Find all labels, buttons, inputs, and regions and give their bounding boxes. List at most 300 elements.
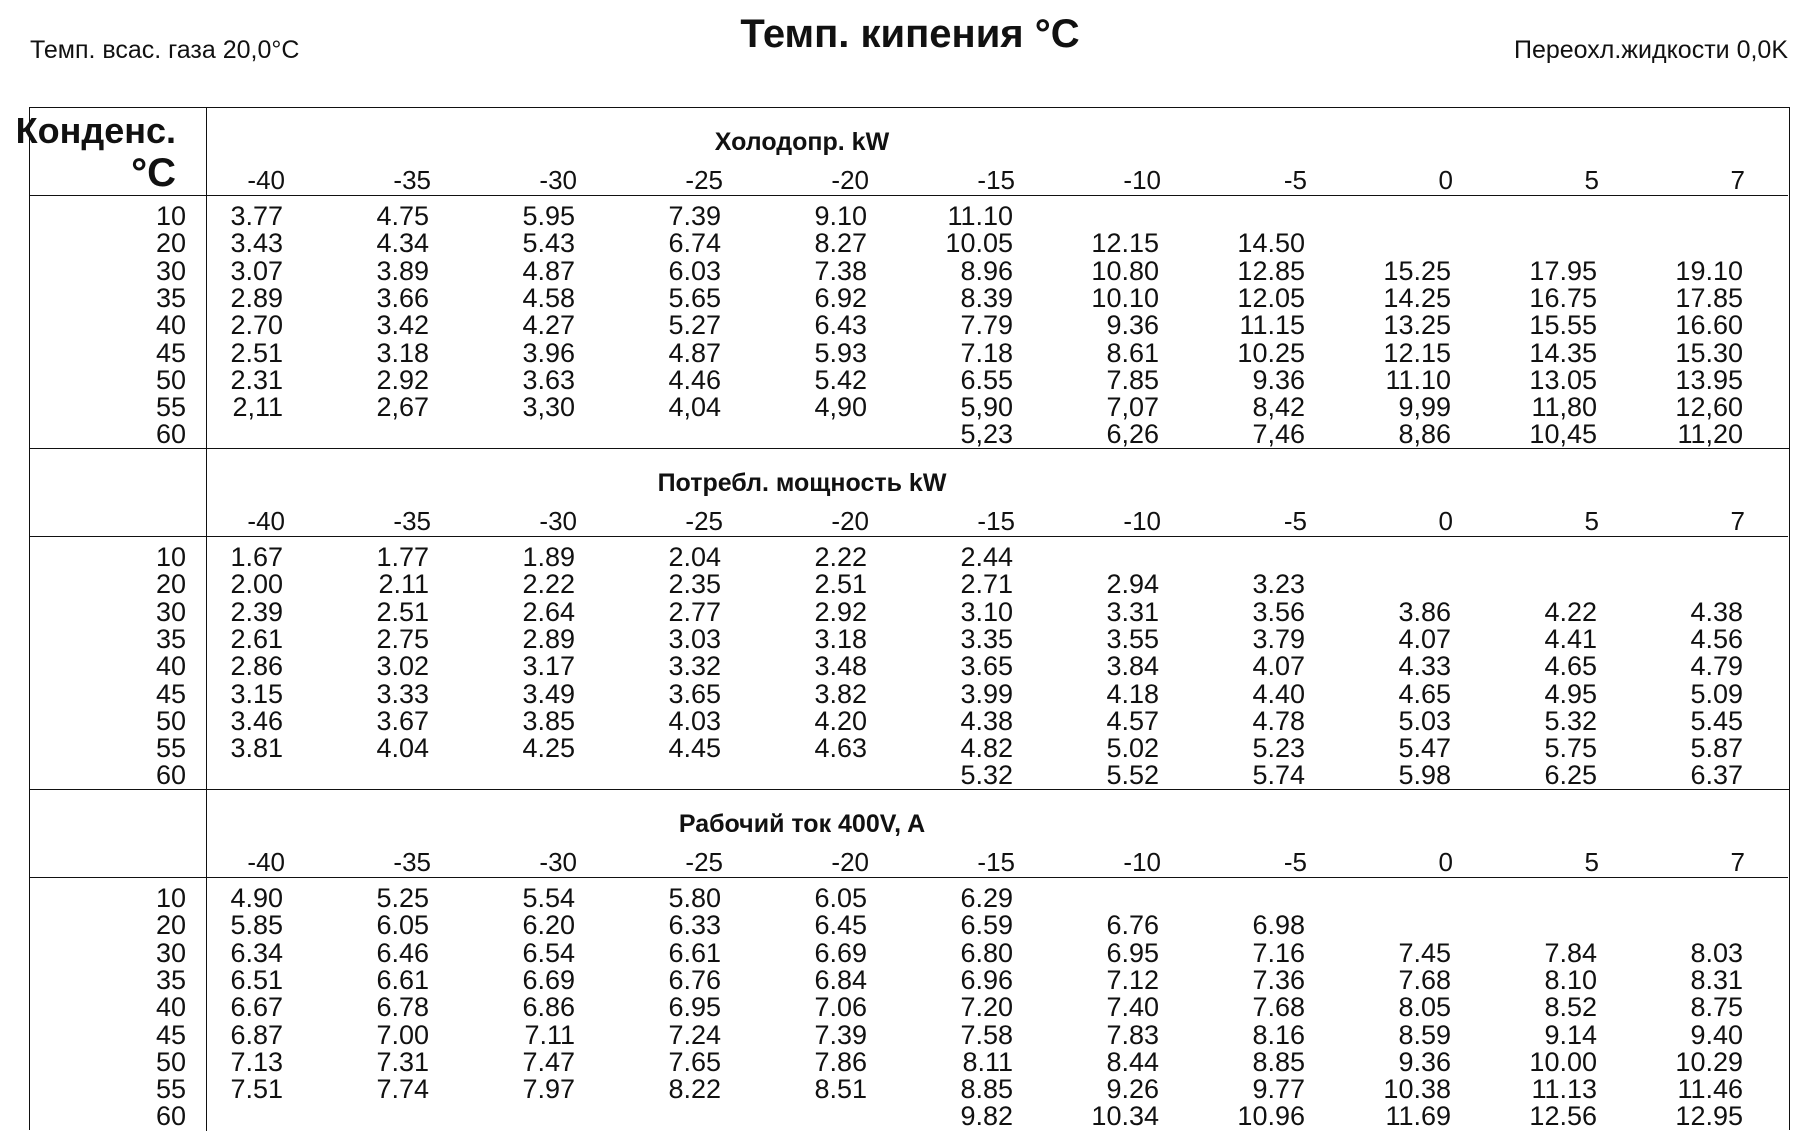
evaporating-temp-header: 5 [1584,847,1599,877]
table-cell: 11,20 [1677,419,1743,450]
condensing-temp-label: 45 [155,1019,186,1050]
table-cell: 12.56 [1529,1101,1597,1132]
table-cell: 7.18 [960,337,1013,368]
table-cell: 6.87 [230,1019,283,1050]
table-cell: 7.39 [814,1019,867,1050]
table-cell: 7.39 [668,201,721,231]
table-cell: 3.31 [1106,596,1159,627]
table-cell: 1.77 [376,542,429,572]
evaporating-temp-header: -30 [539,847,577,877]
table-section [29,448,1790,789]
table-cell: 3.33 [376,678,429,709]
performance-table [29,107,1790,1147]
table-cell: 6.05 [376,910,429,941]
table-cell: 10.25 [1237,337,1305,368]
evaporating-temp-header: -40 [247,165,285,195]
table-cell: 4.63 [814,733,867,764]
evaporating-temp-header: -5 [1283,847,1307,877]
table-cell: 8.51 [814,1074,867,1105]
table-cell: 3.82 [814,678,867,709]
table-cell: 7.51 [230,1074,283,1105]
condensing-temp-label: 10 [155,201,186,231]
evaporating-temp-header: -20 [831,165,869,195]
table-cell: 11.46 [1677,1074,1743,1105]
table-cell: 8.27 [814,228,867,259]
table-cell: 17.85 [1675,282,1743,313]
table-cell: 14.25 [1383,282,1451,313]
evaporating-temp-header: 0 [1438,165,1453,195]
evaporating-temp-header: 0 [1438,506,1453,536]
table-cell: 3.65 [668,678,721,709]
table-cell: 4.45 [668,733,721,764]
table-cell: 7.58 [960,1019,1013,1050]
table-cell: 3.67 [376,705,429,736]
table-cell: 10.00 [1529,1046,1597,1077]
table-cell: 4.46 [668,364,721,395]
evaporating-temp-header: -10 [1123,847,1161,877]
table-cell: 5.02 [1106,733,1159,764]
condensing-temp-label: 35 [155,623,186,654]
table-cell: 8,42 [1252,392,1305,423]
table-cell: 12.15 [1383,337,1451,368]
table-cell: 3.96 [522,337,575,368]
table-cell: 5.74 [1252,760,1305,791]
table-cell: 6.76 [668,964,721,995]
table-cell: 5.52 [1106,760,1159,791]
table-cell: 6.29 [960,883,1013,913]
table-cell: 10.38 [1383,1074,1451,1105]
table-cell: 15.55 [1529,310,1597,341]
table-cell: 2.51 [376,596,429,627]
table-cell: 8.31 [1690,964,1743,995]
table-cell: 3.17 [522,651,575,682]
table-cell: 6.05 [814,883,867,913]
table-cell: 7.85 [1106,364,1159,395]
table-cell: 3.02 [376,651,429,682]
table-cell: 3.43 [230,228,283,259]
table-cell: 5.32 [960,760,1013,791]
table-section [29,107,1790,448]
table-cell: 8.96 [960,255,1013,286]
table-cell: 2.92 [814,596,867,627]
table-cell: 9.36 [1398,1046,1451,1077]
table-cell: 5.27 [668,310,721,341]
table-cell: 6.84 [814,964,867,995]
table-cell: 12.95 [1675,1101,1743,1132]
table-cell: 7.47 [522,1046,575,1077]
table-cell: 14.35 [1529,337,1597,368]
table-cell: 13.05 [1529,364,1597,395]
condensing-temp-label: 45 [155,678,186,709]
table-cell: 5.85 [230,910,283,941]
condensing-temp-label: 30 [155,596,186,627]
table-cell: 3.15 [230,678,283,709]
evaporating-temp-header: -30 [539,165,577,195]
table-cell: 2.51 [230,337,283,368]
page-title: Темп. кипения °C [740,12,1080,56]
table-cell: 9.14 [1544,1019,1597,1050]
table-cell: 9,99 [1398,392,1451,423]
table-cell: 10.10 [1091,282,1159,313]
table-cell: 6.20 [522,910,575,941]
condensing-temp-label: 50 [155,364,186,395]
table-cell: 8.75 [1690,992,1743,1023]
table-cell: 5.87 [1690,733,1743,764]
table-cell: 7,46 [1252,419,1305,450]
table-cell: 5.98 [1398,760,1451,791]
table-cell: 9.40 [1690,1019,1743,1050]
table-cell: 6.45 [814,910,867,941]
evaporating-temp-header: 7 [1730,506,1745,536]
table-cell: 6.67 [230,992,283,1023]
condensing-temp-label: 35 [155,964,186,995]
table-cell: 4.90 [230,883,283,913]
table-cell: 7.45 [1398,937,1451,968]
table-cell: 7.31 [376,1046,429,1077]
table-cell: 7.12 [1106,964,1159,995]
table-cell: 3.10 [960,596,1013,627]
table-cell: 5.32 [1544,705,1597,736]
table-cell: 6.95 [668,992,721,1023]
table-cell: 3.77 [230,201,283,231]
table-cell: 7.36 [1252,964,1305,995]
condensing-temp-label: 40 [155,651,186,682]
table-cell: 1.89 [522,542,575,572]
table-cell: 5.03 [1398,705,1451,736]
table-cell: 11.15 [1239,310,1305,341]
table-cell: 7.65 [668,1046,721,1077]
table-cell: 3.23 [1252,569,1305,600]
table-cell: 6.55 [960,364,1013,395]
condensing-temp-label: 10 [155,883,186,913]
table-cell: 9.26 [1106,1074,1159,1105]
table-cell: 8.52 [1544,992,1597,1023]
evaporating-temp-header: -5 [1283,165,1307,195]
table-cell: 8.05 [1398,992,1451,1023]
table-cell: 5.45 [1690,705,1743,736]
table-cell: 3.99 [960,678,1013,709]
condensing-temp-label: 30 [155,937,186,968]
table-cell: 14.50 [1237,228,1305,259]
table-cell: 4.56 [1690,623,1743,654]
table-cell: 9.36 [1106,310,1159,341]
table-cell: 4.78 [1252,705,1305,736]
table-cell: 13.95 [1675,364,1743,395]
table-cell: 8.22 [668,1074,721,1105]
table-cell: 7.16 [1252,937,1305,968]
evaporating-temp-header: -20 [831,506,869,536]
table-cell: 3.55 [1106,623,1159,654]
table-cell: 3.79 [1252,623,1305,654]
evaporating-temp-header: 0 [1438,847,1453,877]
table-cell: 10.96 [1237,1101,1305,1132]
table-cell: 3.85 [522,705,575,736]
table-cell: 7,07 [1106,392,1159,423]
table-cell: 5.47 [1398,733,1451,764]
table-cell: 4.38 [1690,596,1743,627]
table-cell: 3,30 [522,392,575,423]
table-cell: 3.32 [668,651,721,682]
table-cell: 12.05 [1237,282,1305,313]
table-cell: 2.77 [668,596,721,627]
table-cell: 2.00 [230,569,283,600]
condensing-temp-label: 50 [155,1046,186,1077]
table-cell: 4.75 [376,201,429,231]
table-cell: 4.58 [522,282,575,313]
table-cell: 8.85 [1252,1046,1305,1077]
table-cell: 7.68 [1398,964,1451,995]
table-cell: 6.25 [1544,760,1597,791]
table-cell: 3.81 [230,733,283,764]
table-cell: 3.86 [1398,596,1451,627]
table-cell: 3.18 [376,337,429,368]
table-cell: 8.11 [962,1046,1013,1077]
table-cell: 17.95 [1529,255,1597,286]
condensing-temp-label: 50 [155,705,186,736]
table-cell: 6.54 [522,937,575,968]
table-cell: 3.35 [960,623,1013,654]
table-cell: 2.89 [230,282,283,313]
condensing-temp-label: 10 [155,542,186,572]
table-cell: 2.75 [376,623,429,654]
table-cell: 7.97 [522,1074,575,1105]
table-cell: 2.22 [814,542,867,572]
table-cell: 5,23 [960,419,1013,450]
table-cell: 2.04 [668,542,721,572]
table-cell: 4.38 [960,705,1013,736]
table-cell: 6.43 [814,310,867,341]
table-cell: 4.79 [1690,651,1743,682]
table-cell: 7.74 [376,1074,429,1105]
table-cell: 7.00 [376,1019,429,1050]
table-cell: 7.20 [960,992,1013,1023]
table-cell: 10.34 [1091,1101,1159,1132]
table-cell: 6.59 [960,910,1013,941]
table-cell: 12,60 [1675,392,1743,423]
condensing-temp-label: 55 [155,733,186,764]
condensing-header-label: Конденс. [15,110,176,151]
table-cell: 12.85 [1237,255,1305,286]
table-cell: 7.13 [230,1046,283,1077]
evaporating-temp-header: -5 [1283,506,1307,536]
table-cell: 7.83 [1106,1019,1159,1050]
table-cell: 4.25 [522,733,575,764]
table-cell: 6.98 [1252,910,1305,941]
table-cell: 4.57 [1106,705,1159,736]
table-cell: 3.18 [814,623,867,654]
evaporating-temp-header: -20 [831,847,869,877]
table-cell: 7.06 [814,992,867,1023]
table-cell: 4.87 [668,337,721,368]
condensing-temp-label: 40 [155,310,186,341]
evaporating-temp-header: 7 [1730,847,1745,877]
table-cell: 1.67 [230,542,283,572]
evaporating-temp-header: -35 [393,847,431,877]
table-cell: 6.76 [1106,910,1159,941]
evaporating-temp-header: -30 [539,506,577,536]
table-cell: 3.42 [376,310,429,341]
table-cell: 2.31 [230,364,283,395]
table-cell: 8.85 [960,1074,1013,1105]
table-cell: 2.11 [378,569,429,600]
table-cell: 4.03 [668,705,721,736]
evaporating-temp-header: -40 [247,506,285,536]
evaporating-temp-header: 5 [1584,165,1599,195]
evaporating-temp-header: -25 [685,847,723,877]
table-cell: 5.09 [1690,678,1743,709]
condensing-temp-label: 60 [155,419,186,450]
table-cell: 6,26 [1106,419,1159,450]
table-cell: 4.22 [1544,596,1597,627]
evaporating-temp-header: -10 [1123,165,1161,195]
table-cell: 4.27 [522,310,575,341]
table-cell: 8.03 [1690,937,1743,968]
condensing-temp-label: 55 [155,392,186,423]
table-cell: 11.10 [947,201,1013,231]
table-cell: 4.95 [1544,678,1597,709]
condensing-temp-label: 55 [155,1074,186,1105]
table-cell: 8.16 [1252,1019,1305,1050]
table-cell: 7.11 [524,1019,575,1050]
table-cell: 4.82 [960,733,1013,764]
table-cell: 8.10 [1544,964,1597,995]
table-cell: 4.33 [1398,651,1451,682]
condensing-temp-label: 20 [155,228,186,259]
table-cell: 11.13 [1531,1074,1597,1105]
table-cell: 3.07 [230,255,283,286]
table-cell: 12.15 [1091,228,1159,259]
section-title: Потребл. мощность kW [657,469,947,497]
table-cell: 4,04 [668,392,721,423]
table-cell: 3.46 [230,705,283,736]
table-cell: 6.46 [376,937,429,968]
table-cell: 5.80 [668,883,721,913]
table-cell: 2.71 [960,569,1013,600]
table-cell: 16.60 [1675,310,1743,341]
table-cell: 5.65 [668,282,721,313]
table-cell: 10,45 [1529,419,1597,450]
table-cell: 3.84 [1106,651,1159,682]
table-cell: 8.39 [960,282,1013,313]
table-cell: 6.03 [668,255,721,286]
condensing-temp-label: 35 [155,282,186,313]
table-cell: 2,67 [376,392,429,423]
table-cell: 4.87 [522,255,575,286]
table-cell: 4.65 [1398,678,1451,709]
table-cell: 9.36 [1252,364,1305,395]
table-cell: 6.86 [522,992,575,1023]
table-cell: 6.92 [814,282,867,313]
table-cell: 6.69 [522,964,575,995]
table-cell: 8.59 [1398,1019,1451,1050]
section-title: Рабочий ток 400V, A [678,810,926,838]
table-cell: 4.20 [814,705,867,736]
table-cell: 6.34 [230,937,283,968]
evaporating-temp-header: 5 [1584,506,1599,536]
table-cell: 9.77 [1252,1074,1305,1105]
table-cell: 11.69 [1385,1101,1451,1132]
table-cell: 4.65 [1544,651,1597,682]
table-cell: 3.66 [376,282,429,313]
table-cell: 5.95 [522,201,575,231]
evaporating-temp-header: -40 [247,847,285,877]
evaporating-temp-header: -15 [977,847,1015,877]
condensing-temp-label: 45 [155,337,186,368]
evaporating-temp-header: -15 [977,165,1015,195]
table-cell: 6.96 [960,964,1013,995]
table-cell: 2.44 [960,542,1013,572]
table-cell: 6.74 [668,228,721,259]
table-cell: 7.68 [1252,992,1305,1023]
table-cell: 5.54 [522,883,575,913]
table-cell: 4.34 [376,228,429,259]
table-cell: 10.05 [945,228,1013,259]
table-cell: 16.75 [1529,282,1597,313]
table-cell: 10.80 [1091,255,1159,286]
table-cell: 9.82 [960,1101,1013,1132]
table-cell: 4.07 [1252,651,1305,682]
table-cell: 4.07 [1398,623,1451,654]
table-section [29,789,1790,1130]
condensing-header-unit: °C [131,151,176,195]
condensing-temp-label: 60 [155,1101,186,1132]
table-cell: 2.51 [814,569,867,600]
evaporating-temp-header: -10 [1123,506,1161,536]
table-cell: 19.10 [1675,255,1743,286]
table-cell: 6.33 [668,910,721,941]
table-cell: 6.95 [1106,937,1159,968]
evaporating-temp-header: -25 [685,165,723,195]
table-cell: 4.41 [1544,623,1597,654]
condensing-temp-label: 20 [155,569,186,600]
table-cell: 6.78 [376,992,429,1023]
table-cell: 3.03 [668,623,721,654]
table-cell: 10.29 [1675,1046,1743,1077]
table-cell: 3.56 [1252,596,1305,627]
table-cell: 6.37 [1690,760,1743,791]
table-cell: 7.38 [814,255,867,286]
table-cell: 8.61 [1106,337,1159,368]
evaporating-temp-header: -15 [977,506,1015,536]
evaporating-temp-header: -25 [685,506,723,536]
table-cell: 2.64 [522,596,575,627]
table-cell: 4.40 [1252,678,1305,709]
section-title: Холодопр. kW [714,128,890,156]
table-cell: 2.94 [1106,569,1159,600]
table-cell: 5.93 [814,337,867,368]
table-cell: 15.30 [1675,337,1743,368]
table-cell: 6.69 [814,937,867,968]
table-cell: 11,80 [1531,392,1597,423]
liquid-subcooling: Переохл.жидкости 0,0K [1513,36,1788,64]
table-cell: 6.80 [960,937,1013,968]
table-cell: 3.49 [522,678,575,709]
table-cell: 4,90 [814,392,867,423]
table-cell: 2.86 [230,651,283,682]
table-cell: 8.44 [1106,1046,1159,1077]
table-cell: 7.24 [668,1019,721,1050]
table-cell: 3.48 [814,651,867,682]
table-cell: 7.40 [1106,992,1159,1023]
condensing-temp-label: 20 [155,910,186,941]
table-cell: 2.89 [522,623,575,654]
table-cell: 5,90 [960,392,1013,423]
table-cell: 5.43 [522,228,575,259]
table-cell: 2.70 [230,310,283,341]
table-cell: 5.25 [376,883,429,913]
table-cell: 13.25 [1383,310,1451,341]
table-cell: 6.51 [230,964,283,995]
